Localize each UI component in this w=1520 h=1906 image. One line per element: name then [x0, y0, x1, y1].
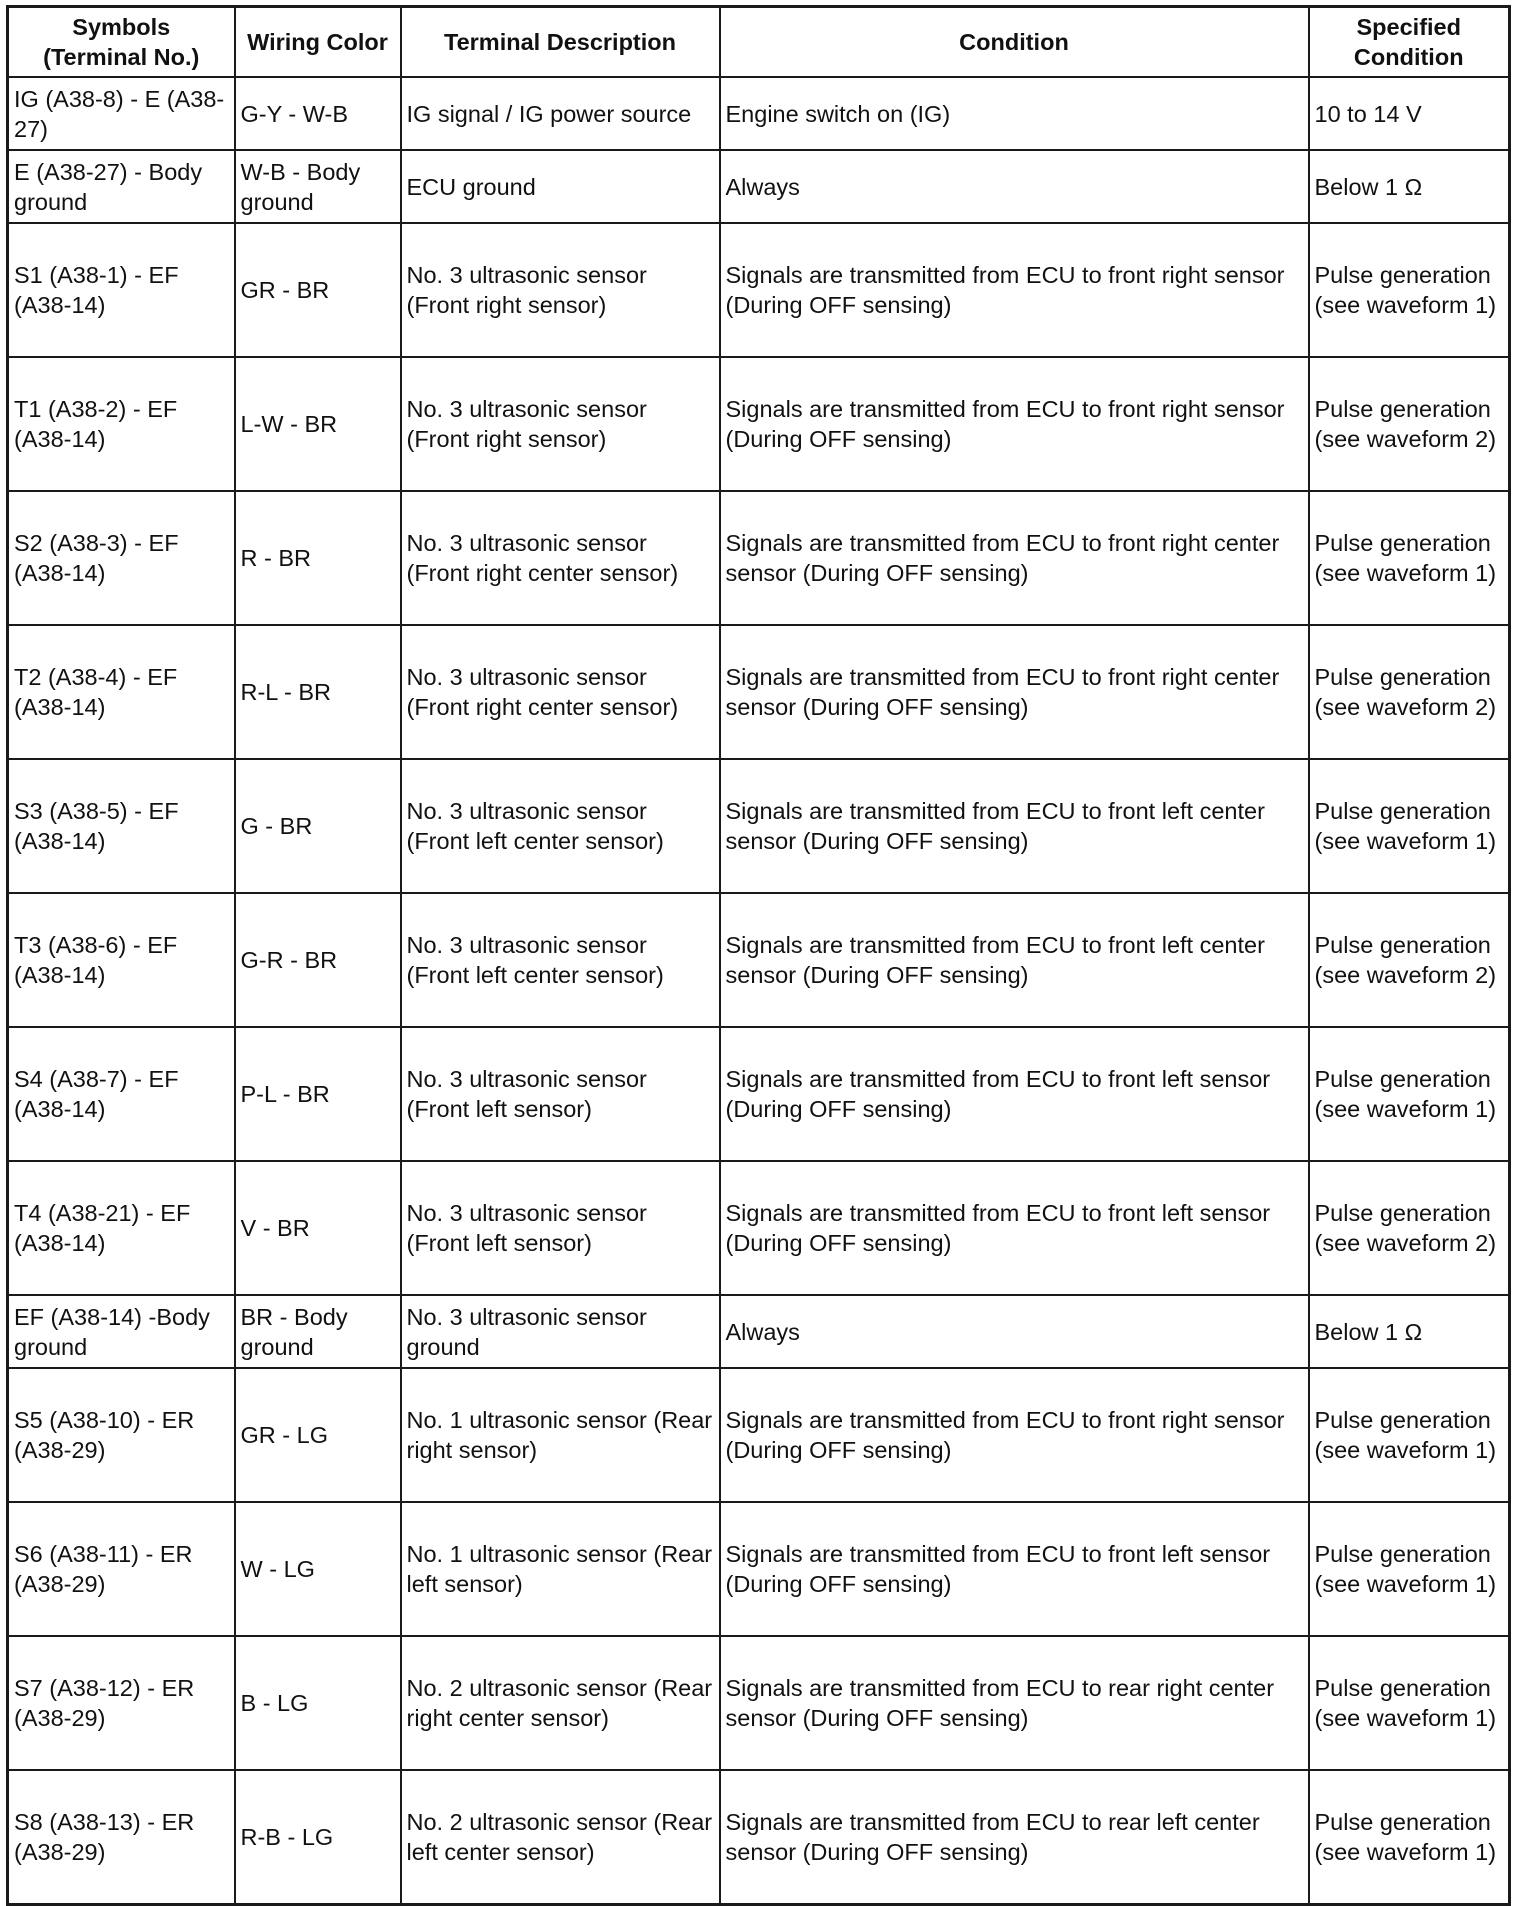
- specified-condition-cell: Below 1 Ω: [1309, 150, 1510, 223]
- wiring-color-cell: GR - LG: [235, 1368, 401, 1502]
- condition-cell: Signals are transmitted from ECU to front left center sensor (During OFF sensing): [720, 893, 1309, 1027]
- symbol-cell: S6 (A38-11) - ER (A38-29): [8, 1502, 235, 1636]
- header-condition: Condition: [720, 7, 1309, 78]
- terminal-description-cell: No. 3 ultrasonic sensor (Front right sensor): [401, 357, 720, 491]
- specified-condition-cell: Pulse generation (see waveform 1): [1309, 759, 1510, 893]
- header-row: [8, 7, 1510, 78]
- condition-cell: Signals are transmitted from ECU to rear left center sensor (During OFF sensing): [720, 1770, 1309, 1905]
- table-row: [8, 1502, 1510, 1636]
- header-wiring-color: Wiring Color: [235, 7, 401, 78]
- terminal-description-cell: No. 3 ultrasonic sensor (Front left sensor): [401, 1027, 720, 1161]
- table-row: [8, 1295, 1510, 1368]
- wiring-color-cell: R - BR: [235, 491, 401, 625]
- wiring-color-cell: G-R - BR: [235, 893, 401, 1027]
- terminal-description-cell: No. 3 ultrasonic sensor (Front right sensor): [401, 223, 720, 357]
- header-specified-line2: Condition: [1353, 44, 1464, 70]
- table-row: [8, 1770, 1510, 1905]
- symbol-cell: T3 (A38-6) - EF (A38-14): [8, 893, 235, 1027]
- wiring-color-cell: W - LG: [235, 1502, 401, 1636]
- condition-cell: Engine switch on (IG): [720, 77, 1309, 150]
- terminal-description-cell: No. 1 ultrasonic sensor (Rear right sensor): [401, 1368, 720, 1502]
- header-specified-condition: [1309, 7, 1510, 78]
- terminal-description-cell: ECU ground: [401, 150, 720, 223]
- specified-condition-cell: Pulse generation (see waveform 1): [1309, 1368, 1510, 1502]
- condition-cell: Signals are transmitted from ECU to front left sensor (During OFF sensing): [720, 1027, 1309, 1161]
- table-row: [8, 77, 1510, 150]
- condition-cell: Signals are transmitted from ECU to front right center sensor (During OFF sensing): [720, 625, 1309, 759]
- symbol-cell: T4 (A38-21) - EF (A38-14): [8, 1161, 235, 1295]
- specified-condition-cell: Pulse generation (see waveform 2): [1309, 357, 1510, 491]
- condition-cell: Signals are transmitted from ECU to front right sensor (During OFF sensing): [720, 223, 1309, 357]
- table-row: [8, 150, 1510, 223]
- symbol-cell: S2 (A38-3) - EF (A38-14): [8, 491, 235, 625]
- specified-condition-cell: Pulse generation (see waveform 1): [1309, 1502, 1510, 1636]
- table-row: [8, 893, 1510, 1027]
- table-row: [8, 223, 1510, 357]
- wiring-color-cell: BR - Body ground: [235, 1295, 401, 1368]
- header-symbols-line1: Symbols: [72, 14, 171, 40]
- table-row: [8, 357, 1510, 491]
- symbol-cell: E (A38-27) - Body ground: [8, 150, 235, 223]
- wiring-color-cell: G - BR: [235, 759, 401, 893]
- terminal-table-wrapper: [6, 5, 1511, 1906]
- condition-cell: Signals are transmitted from ECU to front left center sensor (During OFF sensing): [720, 759, 1309, 893]
- table-row: [8, 625, 1510, 759]
- header-specified-line1: Specified: [1356, 14, 1461, 40]
- symbol-cell: EF (A38-14) -Body ground: [8, 1295, 235, 1368]
- wiring-color-cell: GR - BR: [235, 223, 401, 357]
- table-row: [8, 1636, 1510, 1770]
- wiring-color-cell: W-B - Body ground: [235, 150, 401, 223]
- wiring-color-cell: P-L - BR: [235, 1027, 401, 1161]
- condition-cell: Signals are transmitted from ECU to front right center sensor (During OFF sensing): [720, 491, 1309, 625]
- table-body: [8, 77, 1510, 1905]
- condition-cell: Always: [720, 150, 1309, 223]
- specified-condition-cell: Below 1 Ω: [1309, 1295, 1510, 1368]
- condition-cell: Signals are transmitted from ECU to front left sensor (During OFF sensing): [720, 1161, 1309, 1295]
- specified-condition-cell: Pulse generation (see waveform 1): [1309, 223, 1510, 357]
- wiring-color-cell: L-W - BR: [235, 357, 401, 491]
- terminal-description-cell: No. 3 ultrasonic sensor (Front right center sensor): [401, 491, 720, 625]
- wiring-color-cell: B - LG: [235, 1636, 401, 1770]
- terminal-description-cell: No. 3 ultrasonic sensor (Front left center sensor): [401, 759, 720, 893]
- condition-cell: Signals are transmitted from ECU to front right sensor (During OFF sensing): [720, 357, 1309, 491]
- specified-condition-cell: Pulse generation (see waveform 2): [1309, 893, 1510, 1027]
- wiring-color-cell: R-B - LG: [235, 1770, 401, 1905]
- specified-condition-cell: Pulse generation (see waveform 1): [1309, 1027, 1510, 1161]
- terminal-description-cell: No. 2 ultrasonic sensor (Rear left center sensor): [401, 1770, 720, 1905]
- table-row: [8, 759, 1510, 893]
- wiring-color-cell: V - BR: [235, 1161, 401, 1295]
- table-row: [8, 1027, 1510, 1161]
- symbol-cell: S5 (A38-10) - ER (A38-29): [8, 1368, 235, 1502]
- terminal-description-cell: IG signal / IG power source: [401, 77, 720, 150]
- header-symbols: [8, 7, 235, 78]
- symbol-cell: S1 (A38-1) - EF (A38-14): [8, 223, 235, 357]
- specified-condition-cell: Pulse generation (see waveform 1): [1309, 491, 1510, 625]
- wiring-color-cell: R-L - BR: [235, 625, 401, 759]
- symbol-cell: S8 (A38-13) - ER (A38-29): [8, 1770, 235, 1905]
- condition-cell: Signals are transmitted from ECU to front right sensor (During OFF sensing): [720, 1368, 1309, 1502]
- condition-cell: Signals are transmitted from ECU to rear right center sensor (During OFF sensing): [720, 1636, 1309, 1770]
- terminal-description-cell: No. 3 ultrasonic sensor (Front left sensor): [401, 1161, 720, 1295]
- symbol-cell: S4 (A38-7) - EF (A38-14): [8, 1027, 235, 1161]
- terminal-description-cell: No. 3 ultrasonic sensor (Front left center sensor): [401, 893, 720, 1027]
- table-row: [8, 491, 1510, 625]
- symbol-cell: T2 (A38-4) - EF (A38-14): [8, 625, 235, 759]
- table-row: [8, 1368, 1510, 1502]
- specified-condition-cell: Pulse generation (see waveform 1): [1309, 1636, 1510, 1770]
- specified-condition-cell: Pulse generation (see waveform 2): [1309, 1161, 1510, 1295]
- specified-condition-cell: Pulse generation (see waveform 2): [1309, 625, 1510, 759]
- symbol-cell: S7 (A38-12) - ER (A38-29): [8, 1636, 235, 1770]
- specified-condition-cell: Pulse generation (see waveform 1): [1309, 1770, 1510, 1905]
- symbol-cell: IG (A38-8) - E (A38-27): [8, 77, 235, 150]
- condition-cell: Signals are transmitted from ECU to front left sensor (During OFF sensing): [720, 1502, 1309, 1636]
- wiring-color-cell: G-Y - W-B: [235, 77, 401, 150]
- specified-condition-cell: 10 to 14 V: [1309, 77, 1510, 150]
- symbol-cell: T1 (A38-2) - EF (A38-14): [8, 357, 235, 491]
- terminal-description-cell: No. 3 ultrasonic sensor ground: [401, 1295, 720, 1368]
- header-symbols-line2: (Terminal No.): [43, 44, 200, 70]
- terminal-description-cell: No. 1 ultrasonic sensor (Rear left sensor): [401, 1502, 720, 1636]
- condition-cell: Always: [720, 1295, 1309, 1368]
- symbol-cell: S3 (A38-5) - EF (A38-14): [8, 759, 235, 893]
- terminal-table: [6, 5, 1511, 1906]
- table-row: [8, 1161, 1510, 1295]
- terminal-description-cell: No. 2 ultrasonic sensor (Rear right center sensor): [401, 1636, 720, 1770]
- header-terminal-description: Terminal Description: [401, 7, 720, 78]
- terminal-description-cell: No. 3 ultrasonic sensor (Front right center sensor): [401, 625, 720, 759]
